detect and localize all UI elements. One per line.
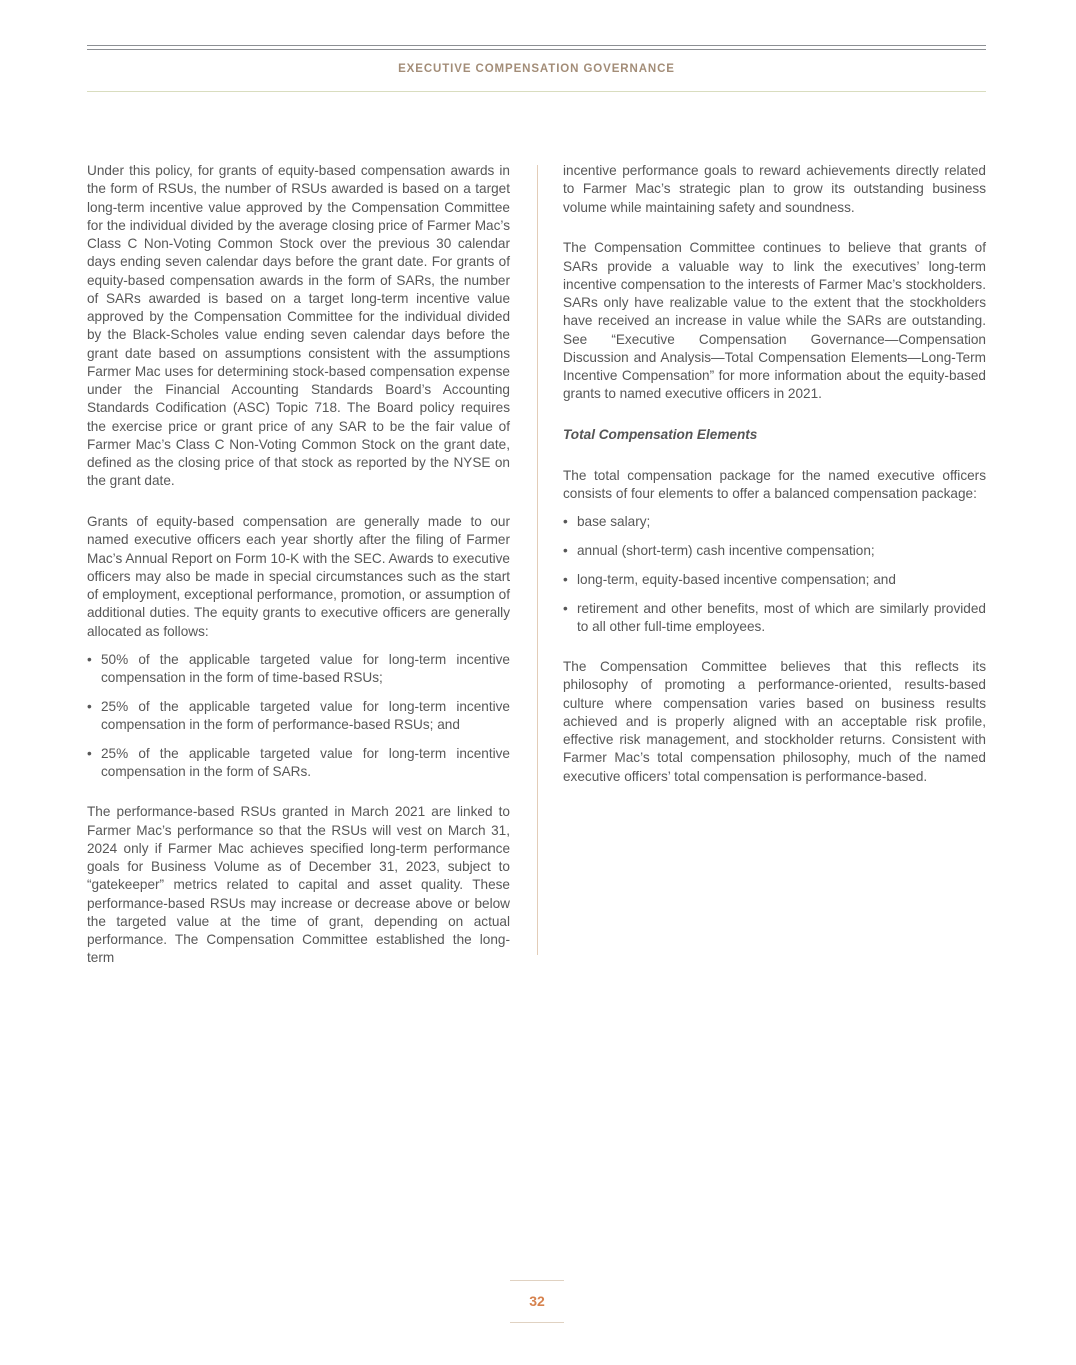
right-paragraph-3: The total compensation package for the named executive officers consists of four elements to offer a balanced compensation package: <box>563 467 986 501</box>
bullet-icon: • <box>87 745 92 761</box>
list-item-text: base salary; <box>577 514 651 530</box>
list-item <box>563 542 986 560</box>
list-item-text: 50% of the applicable targeted value for long-term incentive compensation in the form of time-based RSUs; <box>101 651 510 685</box>
list-item <box>87 745 510 782</box>
list-item <box>563 571 986 589</box>
list-item-text: annual (short-term) cash incentive compensation; <box>577 543 875 558</box>
list-item-text: 25% of the applicable targeted value for long-term incentive compensation in the form of performance-based RSUs; and <box>101 698 510 732</box>
section-header-title: EXECUTIVE COMPENSATION GOVERNANCE <box>398 63 675 75</box>
left-paragraph-2: Grants of equity-based compensation are generally made to our named executive officers each year shortly after the filing of Farmer Mac’s Annual Report on Form 10-K with the SEC. Awards to executive officers may also be made in special circumstances such as the start of employment, exceptional performance, promotion, or assumption of additional duties. The equity grants to executive officers are generally allocated as follows: <box>87 514 510 639</box>
list-item <box>87 698 510 735</box>
list-item-text: 25% of the applicable targeted value for long-term incentive compensation in the form of SARs. <box>101 745 510 779</box>
list-item <box>87 651 510 688</box>
list-item-text: retirement and other benefits, most of which are similarly provided to all other full-time employees. <box>577 600 986 634</box>
subheading-total-compensation-elements: Total Compensation Elements <box>563 427 758 442</box>
right-paragraph-1: incentive performance goals to reward achievements directly related to Farmer Mac’s strategic plan to grow its outstanding business volume while maintaining safety and soundness. <box>563 163 986 215</box>
column-divider <box>537 165 538 955</box>
left-column <box>87 162 510 968</box>
header-rule-top-secondary <box>87 49 986 50</box>
list-item <box>563 513 986 531</box>
right-paragraph-2: The Compensation Committee continues to believe that grants of SARs provide a valuable way to link the executives’ long-term incentive compensation to the interests of Farmer Mac’s stockholders. SARs only have realizable value to the extent that the stockholders have received an increase in value while the SARs are outstanding. See “Executive Compensation Governance—Compensation Discussion and Analysis—Total Compensation Elements—Long-Term Incentive Compensation” for more information about the equity-based grants to named executive officers in 2021. <box>563 240 986 402</box>
header-rule-bottom <box>87 91 986 92</box>
bullet-icon: • <box>563 571 568 587</box>
bullet-icon: • <box>563 514 568 530</box>
bullet-icon: • <box>563 543 568 558</box>
list-item-text: long-term, equity-based incentive compensation; and <box>577 571 896 587</box>
equity-allocation-list <box>87 651 510 782</box>
left-paragraph-1: Under this policy, for grants of equity-based compensation awards in the form of RSUs, the number of RSUs awarded is based on a target long-term incentive value approved by the Compensation Committee for the individual divided by the average closing price of Farmer Mac’s Class C Non-Voting Common Stock over the previous 30 calendar days ending seven calendar days before the grant date. For grants of equity-based compensation awards in the form of SARs, the number of SARs awarded is based on a target long-term incentive value approved by the Compensation Committee for the individual divided by the Black-Scholes value ending seven calendar days before the grant date based on assumptions consistent with the assumptions Farmer Mac uses for determining stock-based compensation expense under the Financial Accounting Standards Board’s Accounting Standards Codification (ASC) Topic 718. The Board policy requires the exercise price or grant price of any SAR to be the fair value of Farmer Mac’s Class C Non-Voting Common Stock on the grant date, defined as the closing price of that stock as reported by the NYSE on the grant date. <box>87 163 510 489</box>
list-item <box>563 600 986 637</box>
bullet-icon: • <box>87 651 92 667</box>
right-paragraph-4: The Compensation Committee believes that this reflects its philosophy of promoting a performance-oriented, results-based culture where compensation varies based on business results achieved and is properly aligned with an acceptable risk profile, effective risk management, and stockholder returns. Consistent with Farmer Mac’s total compensation philosophy, much of the named executive officers’ total compensation is performance-based. <box>563 659 986 784</box>
right-column <box>563 162 986 786</box>
bullet-icon: • <box>563 600 568 616</box>
page-number: 32 <box>529 1293 545 1309</box>
left-paragraph-3: The performance-based RSUs granted in March 2021 are linked to Farmer Mac’s performance so that the RSUs will vest on March 31, 2024 only if Farmer Mac achieves specified long-term performance goals for Business Volume as of December 31, 2023, subject to “gatekeeper” metrics related to capital and asset quality. These performance-based RSUs may increase or decrease above or below the targeted value at the time of grant, depending on actual performance. The Compensation Committee established the long-term <box>87 804 510 966</box>
bullet-icon: • <box>87 698 92 714</box>
header-rule-top <box>87 45 986 46</box>
compensation-elements-list <box>563 513 986 636</box>
page-number-rule-top <box>510 1280 564 1281</box>
page-number-rule-bottom <box>510 1322 564 1323</box>
